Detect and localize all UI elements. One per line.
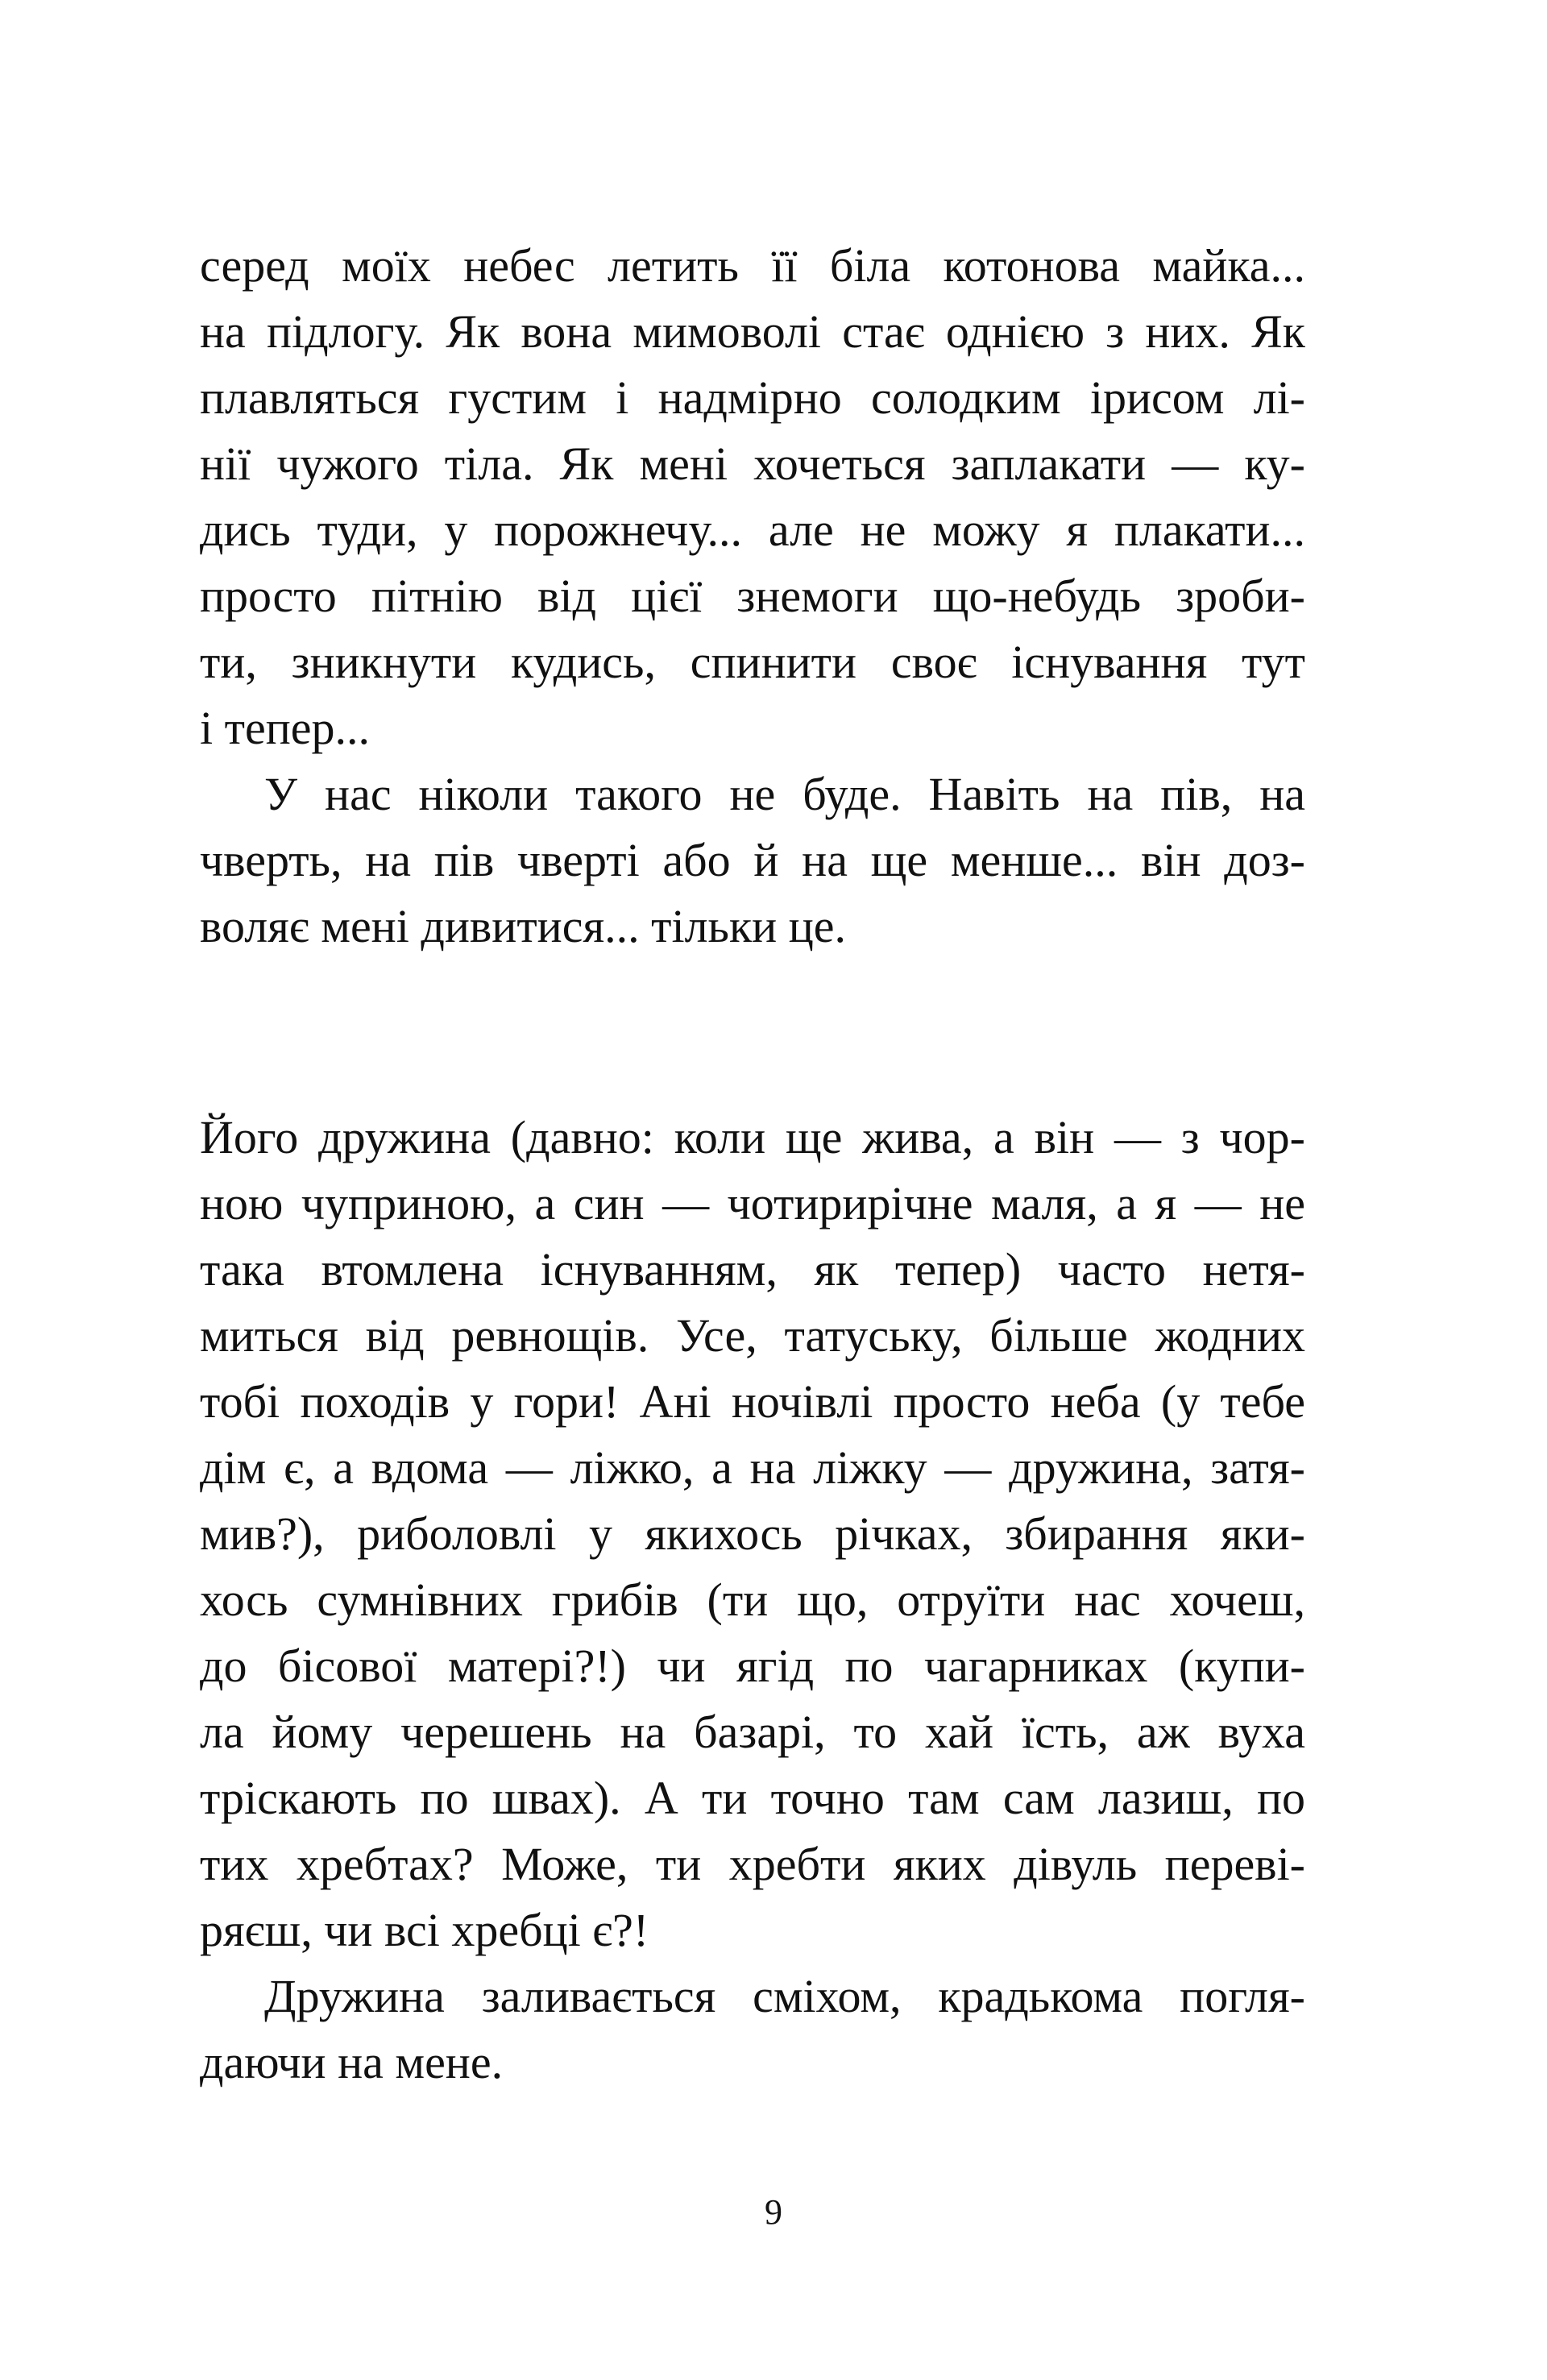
text-line: серед моїх небес летить її біла котонова майка... — [200, 239, 1305, 292]
text-line: дись туди, у порожнечу... але не можу я плакати... — [200, 504, 1305, 556]
text-line: нії чужого тіла. Як мені хочеться заплакати — ку- — [200, 437, 1305, 490]
text-line: ряєш, чи всі хребці є?! — [200, 1904, 649, 1956]
paragraph-start-line: У нас ніколи такого не буде. Навіть на пів, на — [264, 768, 1305, 820]
text-line: тобі походів у гори! Ані ночівлі просто неба (у тебе — [200, 1375, 1305, 1428]
text-line: хось сумнівних грибів (ти що, отруїти нас хочеш, — [200, 1574, 1305, 1626]
text-line: чверть, на пів чверті або й на ще менше... він доз- — [200, 834, 1305, 886]
text-line: до бісової матері?!) чи ягід по чагарниках (купи- — [200, 1640, 1305, 1692]
text-line: на підлогу. Як вона мимоволі стає однією з них. Як — [200, 305, 1305, 358]
text-line: плавляться густим і надмірно солодким ірисом лі- — [200, 371, 1305, 424]
text-line: воляє мені дивитися... тільки це. — [200, 900, 846, 952]
text-line: миться від ревнощів. Усе, татуську, більше жодних — [200, 1309, 1305, 1362]
text-line: і тепер... — [200, 702, 370, 754]
text-line: Його дружина (давно: коли ще жива, а він — з чор- — [200, 1111, 1305, 1163]
text-section-2 — [200, 1105, 1305, 2096]
text-line: ти, зникнути кудись, спинити своє існування тут — [200, 636, 1305, 688]
text-line: мив?), риболовлі у якихось річках, збирання яки- — [200, 1507, 1305, 1560]
text-line: дім є, а вдома — ліжко, а на ліжку — дружина, затя- — [200, 1441, 1305, 1494]
text-line: така втомлена існуванням, як тепер) часто нетя- — [200, 1243, 1305, 1296]
text-line: просто пітнію від цієї знемоги що-небудь зроби- — [200, 570, 1305, 622]
text-line: ною чуприною, а син — чотирирічне маля, а я — не — [200, 1177, 1305, 1229]
text-section-1 — [200, 233, 1305, 960]
text-line: даючи на мене. — [200, 2036, 504, 2088]
page-number: 9 — [765, 2192, 782, 2232]
paragraph-start-line: Дружина заливається сміхом, крадькома погля- — [264, 1970, 1305, 2022]
text-line: тих хребтах? Може, ти хребти яких дівуль переві- — [200, 1838, 1305, 1890]
text-line: ла йому черешень на базарі, то хай їсть, аж вуха — [200, 1706, 1305, 1758]
text-line: тріскають по швах). А ти точно там сам лазиш, по — [200, 1772, 1305, 1824]
